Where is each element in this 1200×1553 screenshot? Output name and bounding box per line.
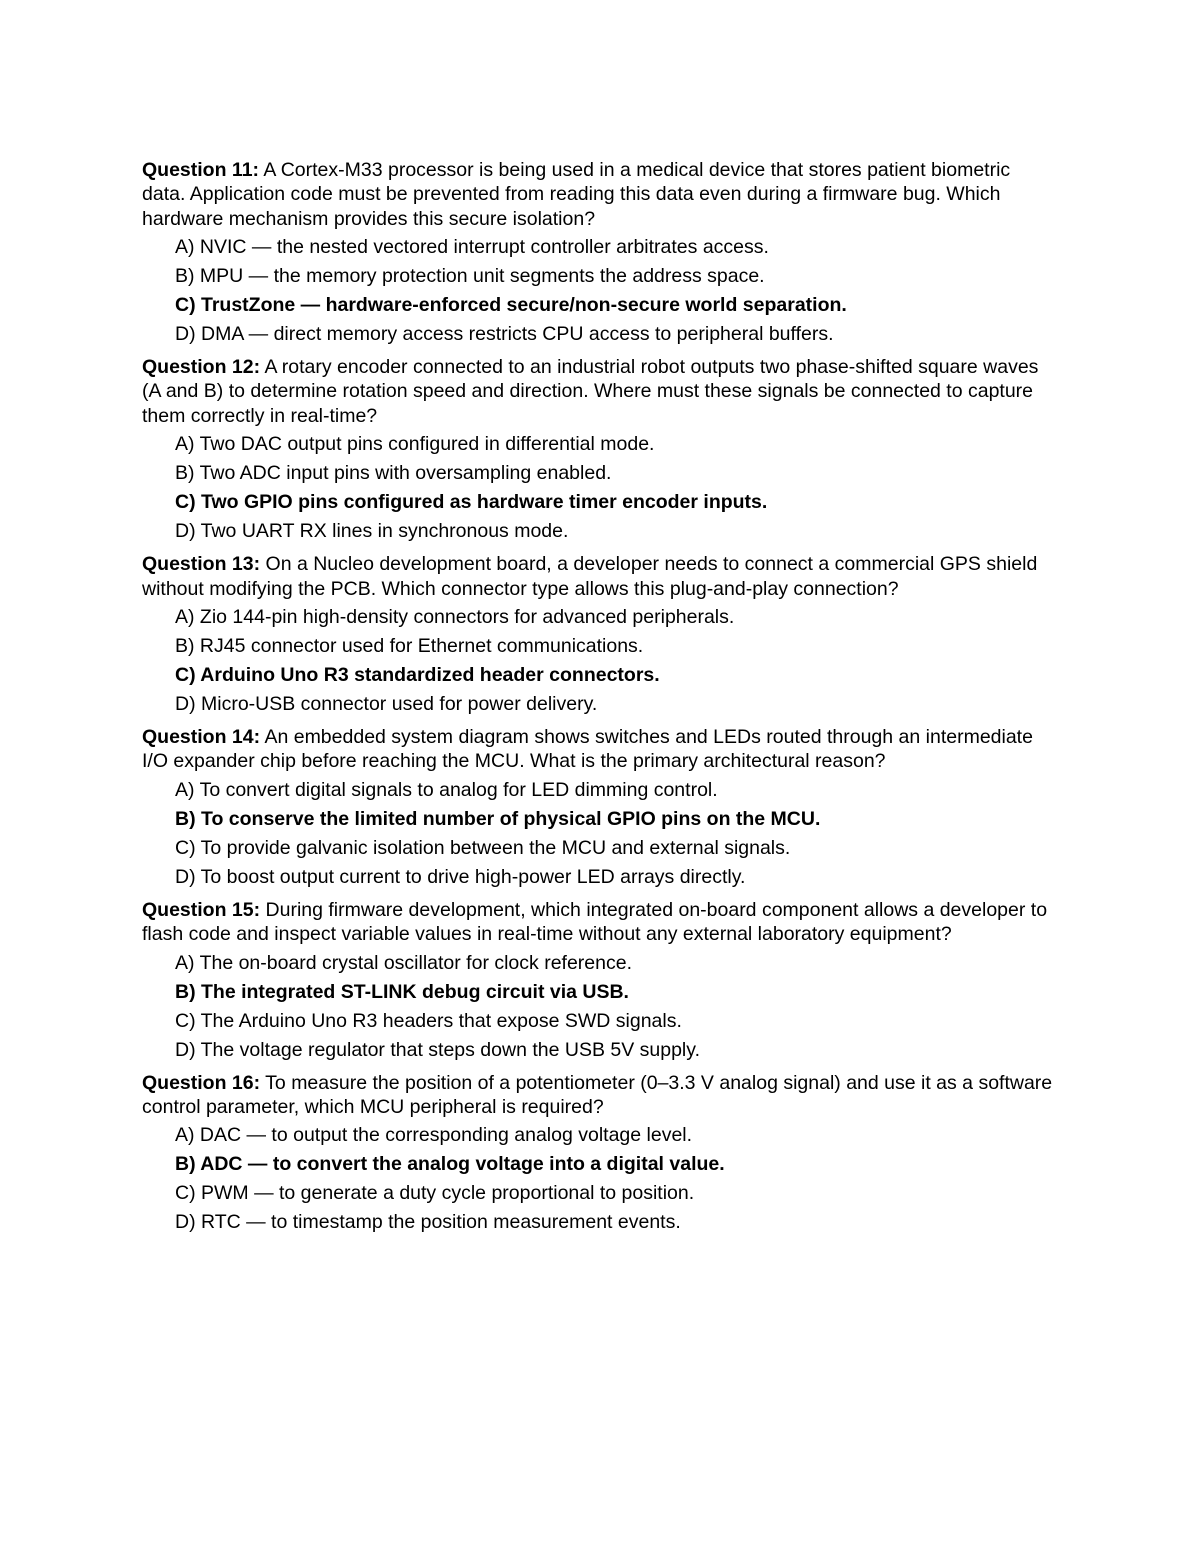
answer-option-correct: B) The integrated ST-LINK debug circuit via USB. [175,980,629,1003]
answer-options [142,1123,1057,1234]
question-number: Question 15: [142,898,261,921]
question-list [142,158,1057,1244]
answer-option: A) The on-board crystal oscillator for clock reference. [175,951,632,974]
question-number: Question 14: [142,726,261,749]
question-block [142,158,1057,346]
answer-options [142,605,1057,716]
answer-option: C) PWM — to generate a duty cycle proportional to position. [175,1182,695,1205]
answer-option-correct: C) Two GPIO pins configured as hardware timer encoder inputs. [175,491,768,513]
answer-options [142,235,1057,346]
question-number: Question 16: [142,1071,261,1094]
question-text: A rotary encoder connected to an industrial robot outputs two phase-shifted square waves (A and B) to determine rotation speed and direction. Where must these signals be connected to capture them correctly in real-time? [142,356,1039,427]
answer-option: A) Two DAC output pins configured in differential mode. [175,433,655,456]
answer-option-correct: C) TrustZone — hardware-enforced secure/non-secure world separation. [175,293,847,316]
answer-option: B) Two ADC input pins with oversampling enabled. [175,462,612,485]
question-text: On a Nucleo development board, a developer needs to connect a commercial GPS shield without modifying the PCB. Which connector type allows this plug-and-play connection? [142,553,1038,600]
question-block [142,725,1057,889]
question-stem [142,355,1057,428]
answer-option: D) To boost output current to drive high-power LED arrays directly. [175,865,746,888]
answer-options [142,432,1057,543]
answer-option: B) MPU — the memory protection unit segments the address space. [175,264,765,287]
question-block [142,355,1057,543]
answer-option: A) DAC — to output the corresponding analog voltage level. [175,1124,693,1147]
question-stem [142,725,1057,774]
answer-option: A) NVIC — the nested vectored interrupt controller arbitrates access. [175,235,769,258]
answer-options [142,778,1057,889]
answer-option: D) The voltage regulator that steps down the USB 5V supply. [175,1038,700,1061]
question-text: During firmware development, which integrated on-board component allows a developer to flash code and inspect variable values in real-time without any external laboratory equipment? [142,898,1048,946]
answer-option: B) RJ45 connector used for Ethernet communications. [175,634,644,657]
answer-option: C) To provide galvanic isolation between the MCU and external signals. [175,836,791,859]
question-text: To measure the position of a potentiometer (0–3.3 V analog signal) and use it as a software control parameter, which MCU peripheral is required? [142,1071,1053,1119]
question-stem [142,552,1057,601]
question-block [142,1071,1057,1235]
answer-option-correct: B) ADC — to convert the analog voltage into a digital value. [175,1153,725,1176]
answer-option: D) DMA — direct memory access restricts CPU access to peripheral buffers. [175,322,834,345]
question-block [142,898,1057,1062]
question-number: Question 11: [142,159,260,181]
question-number: Question 13: [142,553,261,576]
answer-option-correct: B) To conserve the limited number of physical GPIO pins on the MCU. [175,807,821,830]
answer-option-correct: C) Arduino Uno R3 standardized header connectors. [175,663,660,686]
answer-option: A) Zio 144-pin high-density connectors for advanced peripherals. [175,605,735,628]
question-block [142,552,1057,716]
question-text: A Cortex-M33 processor is being used in a medical device that stores patient biometric data. Application code must be prevented from reading this data even during a firmware bug. Which hardware mechanism provides this secure isolation? [142,159,1011,230]
answer-option: A) To convert digital signals to analog for LED dimming control. [175,778,718,801]
answer-options [142,951,1057,1062]
answer-option: D) Two UART RX lines in synchronous mode. [175,519,569,542]
question-stem [142,158,1057,231]
question-stem [142,1071,1057,1120]
question-text: An embedded system diagram shows switches and LEDs routed through an intermediate I/O expander chip before reaching the MCU. What is the primary architectural reason? [142,726,1033,773]
answer-option: D) RTC — to timestamp the position measurement events. [175,1211,681,1234]
answer-option: D) Micro-USB connector used for power delivery. [175,692,598,715]
question-stem [142,898,1057,947]
question-number: Question 12: [142,356,261,379]
answer-option: C) The Arduino Uno R3 headers that expose SWD signals. [175,1009,682,1032]
